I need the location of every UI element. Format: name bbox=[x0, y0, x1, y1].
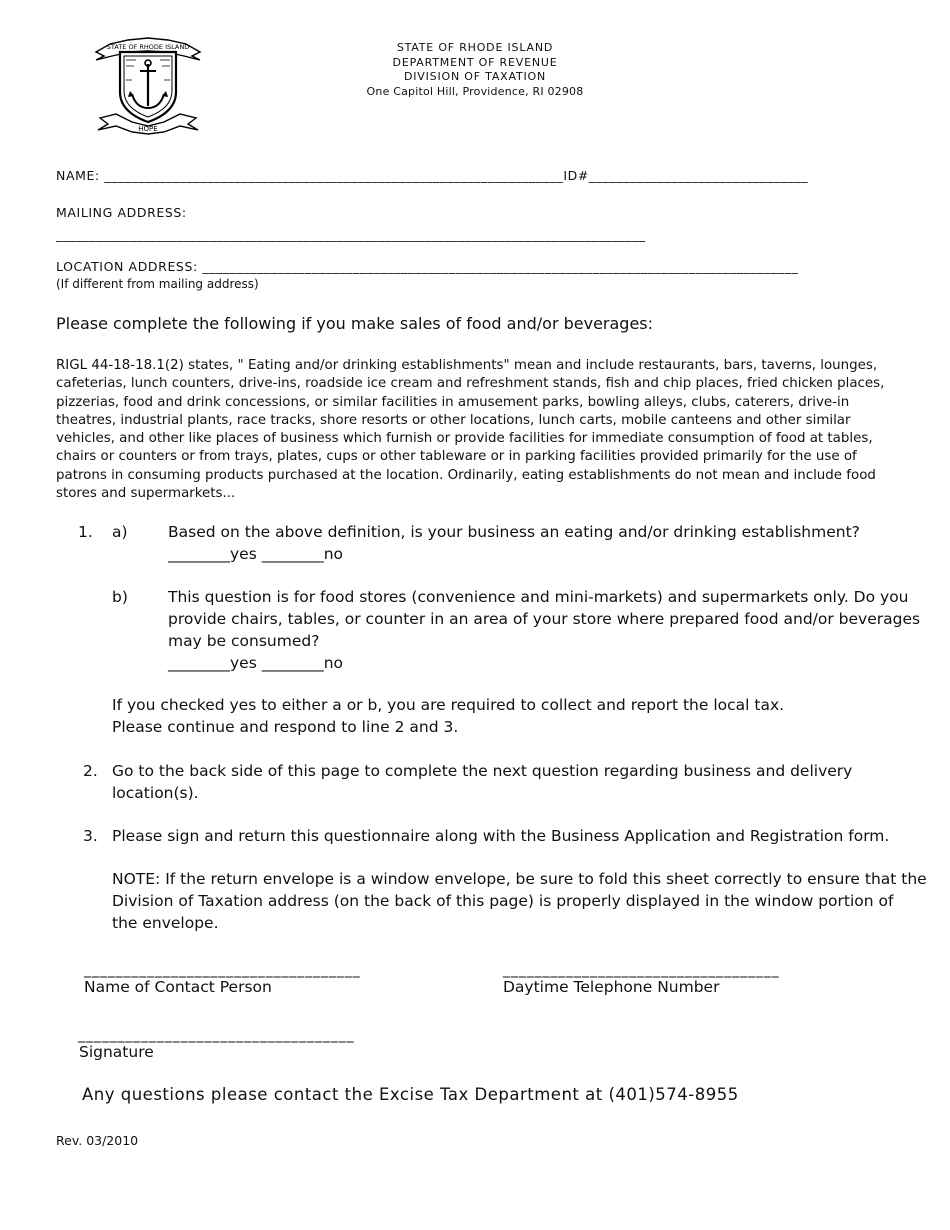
definition-line: theatres, industrial plants, race tracks, shore resorts or other locations, lunch carts, mobile canteens and other similar bbox=[56, 412, 851, 428]
q2-number: 2. bbox=[83, 762, 98, 780]
header-block bbox=[330, 41, 620, 99]
header-state: STATE OF RHODE ISLAND bbox=[396, 41, 554, 54]
definition-line: pizzerias, food and drink concessions, or similar facilities in amusement parks, bowling alleys, clubs, caterers, drive-in bbox=[56, 394, 850, 410]
q3-note-line: the envelope. bbox=[112, 914, 219, 932]
q1-note-line: Please continue and respond to line 2 and 3. bbox=[112, 718, 459, 736]
contact-person-label: Name of Contact Person bbox=[84, 978, 272, 996]
location-address-note: (If different from mailing address) bbox=[56, 277, 259, 291]
signature-field[interactable]: ___________________________________ bbox=[78, 1027, 355, 1043]
q1a-block bbox=[168, 521, 860, 565]
definition-line: chairs or counters or from trays, plates, cups or other tableware or in parking facilities provided primarily for the use of bbox=[56, 449, 857, 465]
q3-note-line: Division of Taxation address (on the back of this page) is properly displayed in the window portion of bbox=[112, 892, 894, 910]
q1a-answer-field[interactable]: ________yes ________no bbox=[168, 545, 344, 563]
definition-line: RIGL 44-18-18.1(2) states, " Eating and/or drinking establishments" mean and include restaurants, bars, taverns, lounges, bbox=[56, 358, 878, 373]
definition-line: stores and supermarkets... bbox=[56, 486, 236, 502]
q1b-text-line: provide chairs, tables, or counter in an area of your store where prepared food and/or beverages bbox=[168, 610, 921, 628]
q3-note-line: NOTE: If the return envelope is a window envelope, be sure to fold this sheet correctly to ensure that the bbox=[112, 870, 927, 888]
seal-motto-text: HOPE bbox=[138, 125, 158, 133]
contact-info: Any questions please contact the Excise Tax Department at (401)574-8955 bbox=[82, 1085, 739, 1104]
location-address-field[interactable]: LOCATION ADDRESS: _______________________________________________________________________________________ bbox=[56, 259, 799, 274]
q3-text: Please sign and return this questionnaire along with the Business Application and Registration form. bbox=[112, 827, 890, 845]
mailing-address-label: MAILING ADDRESS: bbox=[56, 205, 187, 220]
q1a-text: Based on the above definition, is your business an eating and/or drinking establishment? bbox=[168, 523, 860, 541]
q1b-text-line: may be consumed? bbox=[168, 632, 320, 650]
contact-person-field[interactable]: ___________________________________ bbox=[84, 962, 361, 978]
header-division: DIVISION OF TAXATION bbox=[403, 70, 547, 83]
q2-block bbox=[112, 760, 852, 804]
q1-note-line: If you checked yes to either a or b, you are required to collect and report the local tax. bbox=[112, 696, 785, 714]
telephone-field[interactable]: ___________________________________ bbox=[503, 962, 780, 978]
telephone-label: Daytime Telephone Number bbox=[503, 978, 720, 996]
name-id-field[interactable]: NAME: ___________________________________________________________________ID#________________________________ bbox=[56, 168, 809, 183]
mailing-address-field[interactable]: ________________________________________________________________________________________ bbox=[56, 227, 646, 242]
q1b-answer-field[interactable]: ________yes ________no bbox=[168, 654, 344, 672]
definition-line: patrons in consuming products purchased at the location. Ordinarily, eating establishments do not mean and include food bbox=[56, 467, 876, 483]
header-address: One Capitol Hill, Providence, RI 02908 bbox=[366, 84, 584, 98]
q1b-block bbox=[168, 586, 920, 674]
definition-paragraph bbox=[56, 357, 906, 503]
q2-text-line: Go to the back side of this page to complete the next question regarding business and delivery bbox=[112, 762, 853, 780]
q1-number: 1. bbox=[78, 523, 93, 541]
q2-text-line: location(s). bbox=[112, 784, 199, 802]
q1b-label: b) bbox=[112, 588, 128, 606]
q1b-text-line: This question is for food stores (convenience and mini-markets) and supermarkets only. Do you bbox=[168, 588, 909, 606]
q3-note bbox=[112, 868, 927, 934]
intro-text: Please complete the following if you make sales of food and/or beverages: bbox=[56, 314, 654, 333]
definition-line: vehicles, and other like places of business which furnish or provide facilities for immediate consumption of food at tables, bbox=[56, 431, 873, 447]
q1-note bbox=[112, 694, 784, 738]
definition-line: cafeterias, lunch counters, drive-ins, roadside ice cream and refreshment stands, fish and chip places, fried chicken places, bbox=[56, 376, 885, 392]
signature-label: Signature bbox=[79, 1043, 154, 1061]
state-seal-icon bbox=[88, 30, 208, 140]
seal-top-text: STATE OF RHODE ISLAND bbox=[106, 43, 190, 51]
q3-number: 3. bbox=[83, 827, 98, 845]
revision-date: Rev. 03/2010 bbox=[56, 1133, 139, 1148]
q1a-label: a) bbox=[112, 523, 128, 541]
header-department: DEPARTMENT OF REVENUE bbox=[392, 55, 558, 69]
